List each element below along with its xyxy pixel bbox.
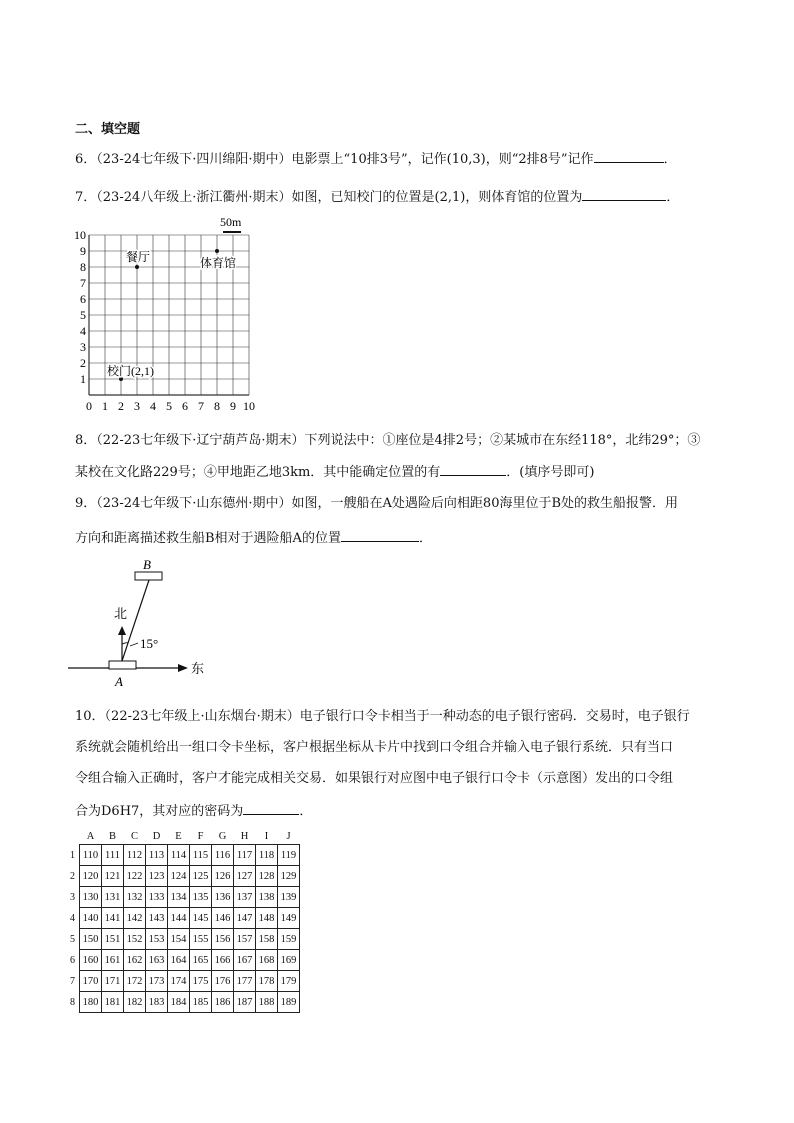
x-axis-ticks (86, 399, 255, 413)
table-row (70, 887, 300, 908)
answer-blank[interactable] (243, 802, 299, 815)
y-tick-label: 6 (80, 292, 86, 306)
row-header: 3 (70, 891, 75, 903)
answer-blank[interactable] (582, 188, 666, 201)
question-8-line2 (75, 463, 594, 481)
north-arrowhead (118, 626, 126, 635)
table-cell: 189 (278, 992, 300, 1013)
y-tick-label: 4 (80, 324, 86, 338)
row-header: 1 (70, 849, 75, 861)
table-cell: 155 (190, 929, 212, 950)
table-row (70, 950, 300, 971)
table-cell: 148 (256, 908, 278, 929)
question-source: （22-23七年级上·山东烟台·期末） (104, 709, 300, 724)
table-cell: 142 (124, 908, 146, 929)
table-cell: 183 (146, 992, 168, 1013)
x-tick-label: 7 (198, 399, 204, 413)
table-cell: 111 (102, 845, 124, 866)
table-cell: 161 (102, 950, 124, 971)
question-text: 某校在文化路229号；④甲地距乙地3km．其中能确定位置的有 (75, 465, 441, 480)
table-cell: 149 (278, 908, 300, 929)
table-cell: 181 (102, 992, 124, 1013)
y-tick-label: 9 (80, 244, 86, 258)
question-number: 9． (75, 496, 97, 511)
row-header: 8 (70, 996, 75, 1008)
table-cell: 146 (212, 908, 234, 929)
row-header: 6 (70, 954, 75, 966)
question-number: 8． (75, 433, 97, 448)
question-6 (75, 150, 677, 168)
row-header: 7 (70, 975, 75, 987)
table-cell: 167 (234, 950, 256, 971)
table-cell: 118 (256, 845, 278, 866)
column-header: C (130, 831, 138, 842)
table-row (70, 971, 300, 992)
table-cell: 165 (190, 950, 212, 971)
answer-blank[interactable] (440, 463, 506, 476)
table-cell: 178 (256, 971, 278, 992)
row-header: 2 (70, 870, 75, 882)
table-row (70, 908, 300, 929)
table-cell: 124 (168, 866, 190, 887)
table-cell: 144 (168, 908, 190, 929)
table-cell: 180 (80, 992, 102, 1013)
table-cell: 153 (146, 929, 168, 950)
east-arrowhead (178, 664, 188, 672)
table-cell: 132 (124, 887, 146, 908)
table-cell: 159 (278, 929, 300, 950)
y-tick-label: 1 (80, 372, 86, 386)
punctuation: ． (299, 804, 313, 819)
table-cell: 170 (80, 971, 102, 992)
table-cell: 138 (256, 887, 278, 908)
table-cell: 186 (212, 992, 234, 1013)
map-point-dot (135, 265, 139, 269)
label-b: B (143, 557, 151, 572)
table-cell: 117 (234, 845, 256, 866)
table-cell: 143 (146, 908, 168, 929)
label-a: A (115, 674, 123, 689)
table-cell: 172 (124, 971, 146, 992)
question-text: 系统就会随机给出一组口令卡坐标，客户根据坐标从卡片中找到口令组合并输入电子银行系统．只有当口 (75, 740, 674, 755)
question-text: 电影票上“10排3号”，记作(10,3)，则“2排8号”记作 (291, 152, 594, 167)
angle-arc (122, 643, 128, 644)
x-tick-label: 1 (102, 399, 108, 413)
y-axis-ticks (74, 228, 86, 386)
table-cell: 158 (256, 929, 278, 950)
question-text: 如图，已知校门的位置是(2,1)，则体育馆的位置为 (291, 190, 583, 205)
table-cell: 122 (124, 866, 146, 887)
x-tick-label: 8 (214, 399, 220, 413)
punctuation: ． (663, 152, 677, 167)
table-cell: 137 (234, 887, 256, 908)
punctuation: ． (666, 190, 680, 205)
x-tick-label: 6 (182, 399, 188, 413)
table-cell: 133 (146, 887, 168, 908)
question-text: 合为D6H7，其对应的密码为 (75, 804, 244, 819)
table-cell: 131 (102, 887, 124, 908)
question-text: 电子银行口令卡相当于一种动态的电子银行密码．交易时，电子银行 (299, 709, 690, 724)
table-cell: 185 (190, 992, 212, 1013)
column-header: I (264, 831, 269, 842)
campus-grid-figure (60, 210, 270, 420)
ship-b (135, 572, 162, 580)
table-cell: 113 (146, 845, 168, 866)
table-cell: 134 (168, 887, 190, 908)
table-cell: 152 (124, 929, 146, 950)
question-source: （23-24七年级下·山东德州·期中） (96, 496, 292, 511)
table-row (70, 845, 300, 866)
table-cell: 151 (102, 929, 124, 950)
section-title: 二、填空题 (75, 122, 141, 137)
table-cell: 125 (190, 866, 212, 887)
table-cell: 112 (124, 845, 146, 866)
table-cell: 187 (234, 992, 256, 1013)
question-text: 下列说法中：①座位是4排2号；②某城市在东经118°，北纬29°；③ (304, 433, 701, 448)
question-source: （22-23七年级下·辽宁葫芦岛·期末） (96, 433, 305, 448)
angle-pointer (130, 643, 138, 646)
table-cell: 147 (234, 908, 256, 929)
table-cell: 154 (168, 929, 190, 950)
table-cell: 171 (102, 971, 124, 992)
table-cell: 129 (278, 866, 300, 887)
question-10-line4 (75, 802, 312, 820)
table-cell: 188 (256, 992, 278, 1013)
table-cell: 169 (278, 950, 300, 971)
column-header: D (152, 831, 161, 842)
table-cell: 160 (80, 950, 102, 971)
question-source: （23-24八年级上·浙江衢州·期末） (96, 190, 292, 205)
question-10-line2 (75, 740, 673, 756)
y-tick-label: 10 (74, 228, 86, 242)
column-header: G (218, 831, 227, 842)
table-cell: 177 (234, 971, 256, 992)
y-tick-label: 3 (80, 340, 86, 354)
question-text: 如图，一艘船在A处遇险后向相距80海里位于B处的救生船报警．用 (291, 496, 679, 511)
angle-label: 15° (140, 636, 159, 651)
table-cell: 157 (234, 929, 256, 950)
column-header: J (286, 831, 291, 842)
table-cell: 168 (256, 950, 278, 971)
question-number: 10． (75, 709, 105, 724)
x-tick-label: 2 (118, 399, 124, 413)
label-north: 北 (114, 606, 128, 621)
table-cell: 136 (212, 887, 234, 908)
table-cell: 116 (212, 845, 234, 866)
table-row (70, 866, 300, 887)
table-cell: 119 (278, 845, 300, 866)
column-header: F (197, 831, 204, 842)
question-10-line3 (75, 771, 673, 787)
table-cell: 121 (102, 866, 124, 887)
x-tick-label: 10 (243, 399, 255, 413)
row-header: 5 (70, 933, 75, 945)
table-cell: 115 (190, 845, 212, 866)
punctuation: ． (418, 531, 432, 546)
table-cell: 141 (102, 908, 124, 929)
answer-blank[interactable] (594, 150, 664, 163)
question-text: 令组合输入正确时，客户才能完成相关交易．如果银行对应图中电子银行口令卡（示意图）发出的口令组 (75, 771, 674, 786)
x-tick-label: 0 (86, 399, 92, 413)
label-east: 东 (191, 661, 205, 676)
table-cell: 139 (278, 887, 300, 908)
x-tick-label: 3 (134, 399, 140, 413)
y-tick-label: 2 (80, 356, 86, 370)
question-9-line2 (75, 529, 432, 547)
column-header: H (240, 831, 249, 842)
row-header: 4 (70, 912, 75, 924)
x-tick-label: 9 (230, 399, 236, 413)
y-tick-label: 5 (80, 308, 86, 322)
table-cell: 130 (80, 887, 102, 908)
answer-blank[interactable] (341, 529, 419, 542)
y-tick-label: 7 (80, 276, 86, 290)
table-cell: 145 (190, 908, 212, 929)
table-row (70, 929, 300, 950)
card-header-row (70, 829, 300, 845)
question-text: 方向和距离描述救生船B相对于遇险船A的位置 (75, 531, 341, 546)
table-cell: 166 (212, 950, 234, 971)
table-cell: 110 (80, 845, 102, 866)
scale-label: 50m (220, 215, 242, 229)
table-cell: 175 (190, 971, 212, 992)
x-tick-label: 4 (150, 399, 156, 413)
map-point-dot (215, 249, 219, 253)
question-number: 6． (75, 152, 97, 167)
bearing-figure (60, 555, 220, 695)
x-tick-label: 5 (166, 399, 172, 413)
table-cell: 128 (256, 866, 278, 887)
question-8 (75, 433, 700, 449)
question-10 (75, 709, 690, 725)
ship-a (109, 661, 136, 669)
question-9 (75, 496, 678, 512)
table-cell: 156 (212, 929, 234, 950)
table-cell: 174 (168, 971, 190, 992)
table-cell: 162 (124, 950, 146, 971)
column-header: E (175, 831, 182, 842)
column-header: A (86, 831, 95, 842)
table-cell: 150 (80, 929, 102, 950)
table-cell: 163 (146, 950, 168, 971)
question-number: 7． (75, 190, 97, 205)
table-cell: 184 (168, 992, 190, 1013)
table-cell: 176 (212, 971, 234, 992)
y-tick-label: 8 (80, 260, 86, 274)
table-cell: 120 (80, 866, 102, 887)
table-cell: 140 (80, 908, 102, 929)
map-point-label: 体育馆 (200, 256, 237, 270)
map-point-label: 校门(2,1) (107, 364, 154, 378)
table-cell: 164 (168, 950, 190, 971)
map-point-label: 餐厅 (126, 250, 151, 264)
table-cell: 179 (278, 971, 300, 992)
question-text: ．(填序号即可) (506, 465, 595, 480)
table-cell: 127 (234, 866, 256, 887)
table-cell: 126 (212, 866, 234, 887)
password-card-table (70, 829, 300, 1013)
table-cell: 182 (124, 992, 146, 1013)
table-cell: 114 (168, 845, 190, 866)
card-body (70, 845, 300, 1013)
table-cell: 123 (146, 866, 168, 887)
table-row (70, 992, 300, 1013)
table-cell: 173 (146, 971, 168, 992)
table-cell: 135 (190, 887, 212, 908)
corner-cell (70, 829, 80, 845)
question-7 (75, 188, 679, 206)
column-header: B (108, 831, 116, 842)
question-source: （23-24七年级下·四川绵阳·期中） (96, 152, 292, 167)
